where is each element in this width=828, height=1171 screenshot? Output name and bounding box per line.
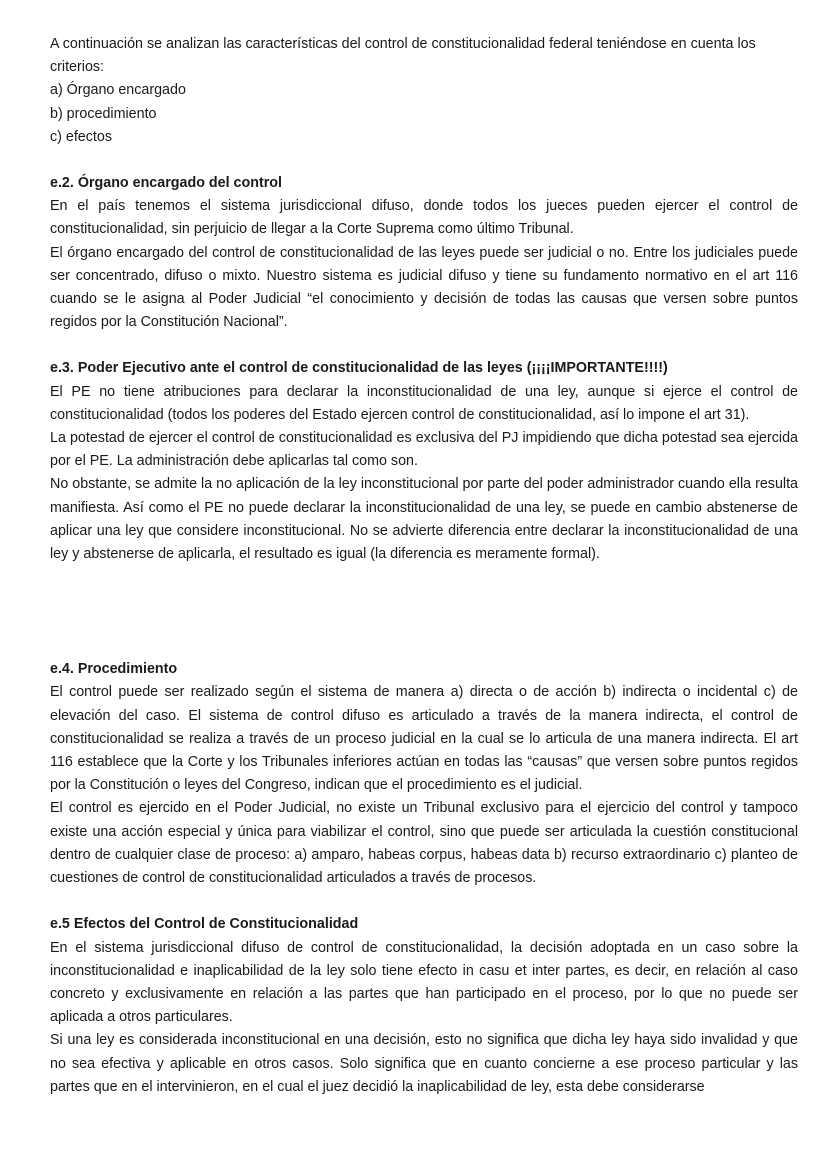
section-e4-paragraph-2: El control es ejercido en el Poder Judicial, no existe un Tribunal exclusivo para el ejercicio del control y tampoco existe una acción especial y única para viabilizar el control, sino que puede ser articulada la cuestión constitucional dentro de cualquier clase de proceso: a) amparo, habeas corpus, habeas data b) recurso extraordinario c) planteo de cuestiones de control de constitucionalidad articulados a través de procesos. (50, 800, 798, 887)
criteria-item-b: b) procedimiento (50, 105, 157, 122)
section-e3-paragraph-1: El PE no tiene atribuciones para declarar la inconstitucionalidad de una ley, aunque si ejerce el control de constitucionalidad (todos los poderes del Estado ejercen control de constitucionalidad, así lo impone el art 31). (50, 383, 798, 423)
section-e5-paragraph-1: En el sistema jurisdiccional difuso de control de constitucionalidad, la decisión adoptada en un caso sobre la inconstitucionalidad e inaplicabilidad de la ley solo tiene efecto in casu et inter partes, es decir, en relación al caso concreto y exclusivamente en relación a las partes que han participado en el proceso, por lo que no puede ser aplicada a otros particulares. (50, 939, 798, 1026)
spacer (50, 149, 798, 172)
spacer (50, 890, 798, 913)
criteria-item-c: c) efectos (50, 128, 112, 145)
intro-paragraph: A continuación se analizan las características del control de constitucionalidad federal teniéndose en cuenta los criterios: (50, 36, 756, 76)
section-e5-heading: e.5 Efectos del Control de Constitucionalidad (50, 916, 359, 933)
spacer (50, 334, 798, 357)
criteria-item-a: a) Órgano encargado (50, 82, 186, 99)
document-page (50, 33, 798, 1099)
section-e3-paragraph-2: La potestad de ejercer el control de constitucionalidad es exclusiva del PJ impidiendo que dicha potestad sea ejercida por el PE. La administración debe aplicarlas tal como son. (50, 430, 798, 470)
section-e2-paragraph-2: El órgano encargado del control de constitucionalidad de las leyes puede ser judicial o no. Entre los judiciales puede ser concentrado, difuso o mixto. Nuestro sistema es judicial difuso y tiene su fundamento normativo en el art 116 cuando se le asigna al Poder Judicial “el conocimiento y decisión de todas las causas que versen sobre puntos regidos por la Constitución Nacional”. (50, 244, 798, 331)
section-e2-paragraph-1: En el país tenemos el sistema jurisdiccional difuso, donde todos los jueces pueden ejercer el control de constitucionalidad, sin perjuicio de llegar a la Corte Suprema como último Tribunal. (50, 198, 798, 238)
section-e2-heading: e.2. Órgano encargado del control (50, 175, 282, 192)
section-e3-heading: e.3. Poder Ejecutivo ante el control de constitucionalidad de las leyes (¡¡¡¡IMPORTANTE!!!!) (50, 360, 668, 377)
spacer (50, 566, 798, 658)
section-e4-heading: e.4. Procedimiento (50, 661, 178, 678)
section-e5-paragraph-2: Si una ley es considerada inconstitucional en una decisión, esto no significa que dicha ley haya sido invalidad y que no sea efectiva y aplicable en otros casos. Solo significa que en cuanto concierne a ese proceso particular y las partes que en el intervinieron, en el cual el juez decidió la inaplicabilidad de ley, esta debe considerarse (50, 1032, 798, 1095)
section-e3-paragraph-3: No obstante, se admite la no aplicación de la ley inconstitucional por parte del poder administrador cuando ella resulta manifiesta. Así como el PE no puede declarar la inconstitucionalidad de una ley, se puede en cambio abstenerse de aplicar una ley que considere inconstitucional. No se advierte diferencia entre declarar la inconstitucionalidad de una ley y abstenerse de aplicarla, el resultado es igual (la diferencia es meramente formal). (50, 476, 798, 563)
section-e4-paragraph-1: El control puede ser realizado según el sistema de manera a) directa o de acción b) indirecta o incidental c) de elevación del caso. El sistema de control difuso es articulado a través de la manera indirecta, el control de constitucionalidad se realiza a través de un proceso judicial en la cual se lo articula de una manera indirecta. El art 116 establece que la Corte y los Tribunales inferiores actúan en todas las “causas” que versen sobre puntos regidos por la Constitución o leyes del Congreso, indican que el procedimiento es el judicial. (50, 684, 798, 794)
